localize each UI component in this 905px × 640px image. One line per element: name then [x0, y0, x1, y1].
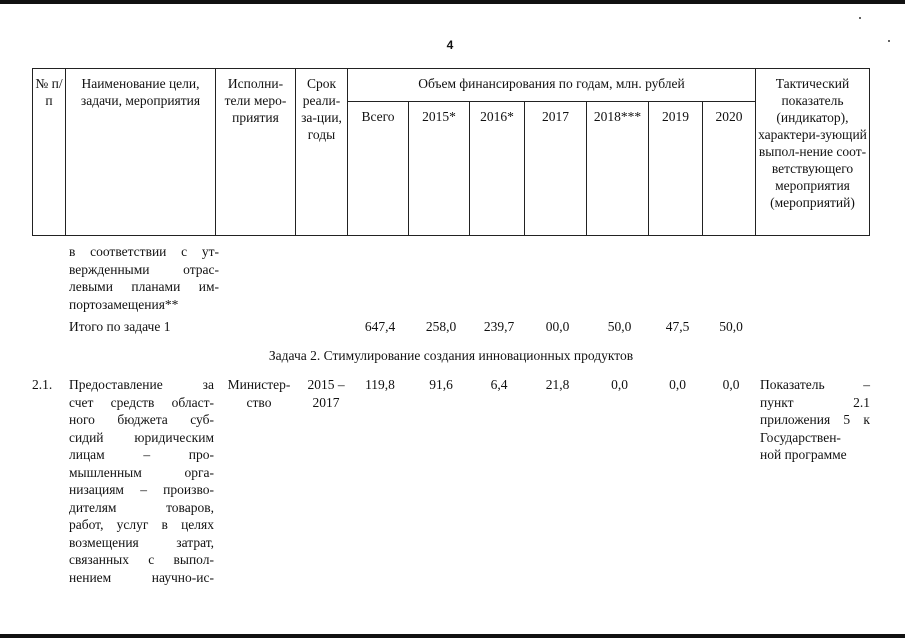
- top-scan-border: [0, 0, 905, 4]
- scan-speck: [888, 40, 890, 42]
- row-2-1-value-2018: 0,0: [611, 377, 628, 392]
- total-label: Итого по задаче 1: [69, 319, 171, 334]
- row-2-1-value-2017: 21,8: [545, 377, 570, 392]
- header-name: Наименование цели, задачи, мероприятия: [65, 68, 216, 236]
- row-2-1-executor: Министер- ство: [227, 377, 291, 410]
- header-year-2017: 2017: [524, 101, 587, 236]
- task-2-title: Задача 2. Стимулирование создания инновационных продуктов: [268, 348, 634, 363]
- row-2-1-term: 2015 – 2017: [307, 377, 345, 410]
- total-value-total: 647,4: [364, 319, 396, 334]
- row-2-1-num: 2.1.: [32, 377, 53, 392]
- header-year-2020: 2020: [702, 101, 756, 236]
- header-num: № п/п: [32, 68, 66, 236]
- header-year-2016: 2016*: [469, 101, 525, 236]
- header-year-total: Всего: [347, 101, 409, 236]
- row-2-1-value-total: 119,8: [365, 377, 395, 392]
- table-header: [32, 68, 870, 236]
- page-number: 4: [446, 38, 454, 52]
- total-value-2016: 239,7: [483, 319, 515, 334]
- total-value-2019: 47,5: [665, 319, 690, 334]
- header-executor: Исполни-тели меро-приятия: [215, 68, 296, 236]
- bottom-scan-border: [0, 634, 905, 638]
- row-2-1-value-2019: 0,0: [669, 377, 686, 392]
- header-year-2018: 2018***: [586, 101, 649, 236]
- scan-speck: [859, 17, 861, 19]
- row-2-1-value-2016: 6,4: [490, 377, 508, 392]
- total-value-2017: 00,0: [545, 319, 570, 334]
- header-indicator: Тактический показатель (индикатор), характери-зующий выпол-нение соот-ветствующего мероприятия (мероприятий): [755, 68, 870, 236]
- total-value-2020: 50,0: [719, 319, 743, 334]
- header-volume: Объем финансирования по годам, млн. рублей: [347, 68, 756, 102]
- total-value-2018: 50,0: [607, 319, 632, 334]
- header-term: Срок реали-за-ции, годы: [295, 68, 348, 236]
- row-2-1-value-2015: 91,6: [429, 377, 453, 392]
- row-2-1-indicator: Показатель – пункт 2.1 приложения 5 к Государствен- ной программе: [760, 377, 870, 462]
- row-2-1-value-2020: 0,0: [722, 377, 740, 392]
- total-value-2015: 258,0: [425, 319, 457, 334]
- continuation-text: в соответствии с ут- вержденными отрас- левыми планами им- портозамещения**: [69, 244, 219, 312]
- header-year-2019: 2019: [648, 101, 703, 236]
- row-2-1-name: Предоставление за счет средств област- ного бюджета суб- сидий юридическим лицам – про- мышленным орга- низациям – произво- дителям товаров, работ, услуг в целях возмещения затрат, связанных с выпол- нением научно-ис-: [69, 377, 214, 585]
- header-year-2015: 2015*: [408, 101, 470, 236]
